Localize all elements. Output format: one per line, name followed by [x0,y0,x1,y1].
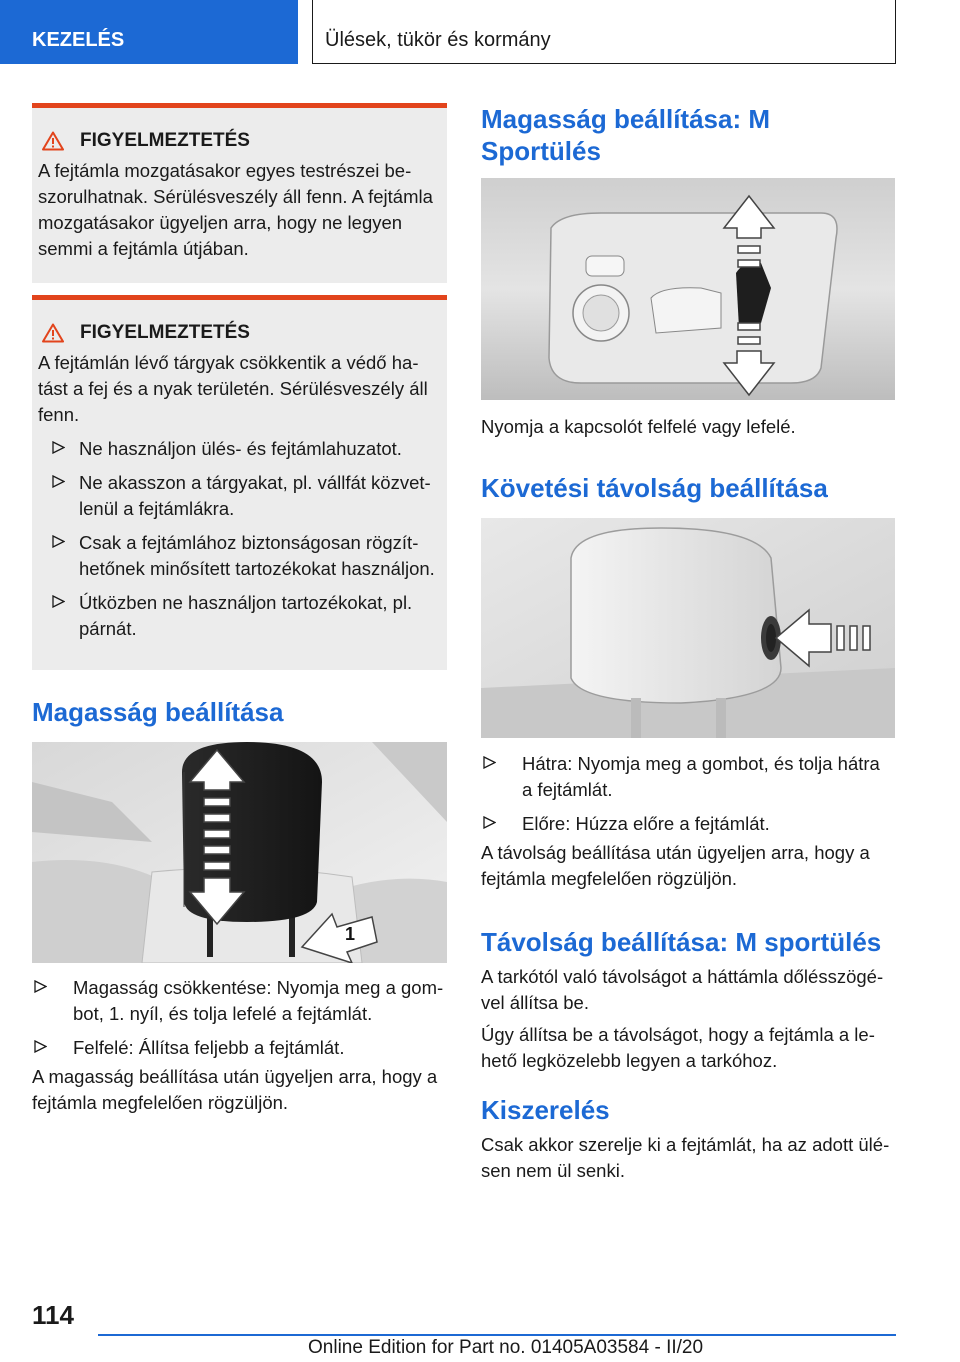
m-height-text: Nyomja a kapcsolót felfelé vagy lefelé. [481,416,796,437]
warning-list [38,436,439,642]
bullet-triangle-icon [34,1040,47,1053]
list-item: Ne akasszon a tárgyakat, pl. vállfát közvetlenül a fejtámlákra. [38,470,439,522]
edition-note: Online Edition for Part no. 01405A03584 - II/20 [308,1337,704,1358]
warning-box-1 [32,103,447,283]
warning-title: FIGYELMEZTETÉS [38,130,439,152]
height-list [32,975,447,1069]
figure-callout: 1 [345,924,356,944]
list-item: Magasság csökkentése: Nyomja meg a gombot, 1. nyíl, és tolja lefelé a fejtámlát. [32,975,447,1027]
chapter-title: Ülések, tükör és kormány [312,0,896,64]
headrest-height-figure [32,742,447,963]
m-distance-heading: Távolság beállítása: M sportülés [481,927,882,957]
section-tab[interactable]: KEZELÉS [0,0,298,64]
bullet-triangle-icon [34,980,47,993]
list-item: Előre: Húzza előre a fejtámlát. [481,811,895,837]
list-item: Ne használjon ülés- és fejtámlahuzatot. [38,436,439,462]
bullet-triangle-icon [483,816,496,829]
distance-text: A távolság beállítása után ügyeljen arra, hogy a fejtámla megfelelően rögzüljön. [481,842,870,889]
warning-text: A fejtámla mozgatásakor egyes testrészei beszorulhatnak. Sérülésveszély áll fenn. A fejtámla mozgatásakor ügyeljen arra, hogy ne legyen semmi a fejtámla útjában. [38,160,433,259]
bullet-triangle-icon [52,475,65,488]
removal-text: Csak akkor szerelje ki a fejtámlát, ha az adott ülésen nem ül senki. [481,1134,890,1181]
warning-box-2 [32,295,447,670]
m-distance-text-2: Úgy állítsa be a távolságot, hogy a fejtámla a lehető legközelebb legyen a tarkóhoz. [481,1024,875,1071]
list-item: Csak a fejtámlához biztonságosan rögzíthetőnek minősített tartozékokat használjon. [38,530,439,582]
list-item: Útközben ne használjon tartozékokat, pl. párnát. [38,590,439,642]
list-item: Hátra: Nyomja meg a gombot, és tolja hátra a fejtámlát. [481,751,895,803]
m-sport-seat-switch-figure [481,178,895,400]
distance-heading: Követési távolság beállítása [481,473,828,503]
height-text: A magasság beállítása után ügyeljen arra, hogy a fejtámla megfelelően rögzüljön. [32,1066,438,1113]
headrest-distance-figure [481,518,895,738]
bullet-triangle-icon [52,535,65,548]
list-item: Felfelé: Állítsa feljebb a fejtámlát. [32,1035,447,1061]
distance-list [481,751,895,845]
footer-rule [98,1334,896,1336]
removal-heading: Kiszerelés [481,1095,610,1125]
warning-title: FIGYELMEZTETÉS [38,322,439,344]
warning-text: A fejtámlán lévő tárgyak csökkentik a védő hatást a fej és a nyak területén. Sérülésveszély áll fenn. [38,352,428,425]
bullet-triangle-icon [483,756,496,769]
bullet-triangle-icon [52,595,65,608]
m-height-heading: Magasság beállítása: M Sportülés [481,104,770,166]
height-heading: Magasság beállítása [32,697,284,727]
m-distance-text-1: A tarkótól való távolságot a háttámla dőlésszögével állítsa be. [481,966,884,1013]
warning-triangle-icon [42,131,64,151]
bullet-triangle-icon [52,441,65,454]
warning-triangle-icon [42,323,64,343]
page-number: 114 [32,1300,74,1330]
